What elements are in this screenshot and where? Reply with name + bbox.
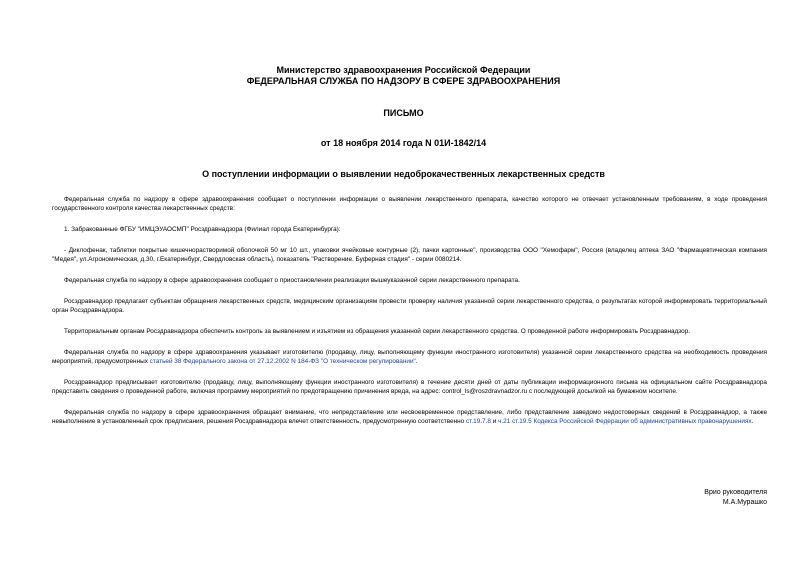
paragraph-liability-mid: и	[490, 418, 499, 425]
paragraph-check: Росздравнадзор предлагает субъектам обращения лекарственных средств, медицинским организациям провести проверку наличия указанной серии лекарственного средства, о результатах которой информировать территориальный орган Росздравнадзора.	[52, 298, 767, 314]
document-type: ПИСЬМО	[383, 108, 424, 118]
paragraph-liability-end: .	[751, 418, 754, 425]
paragraph-measures-end: .	[415, 358, 418, 365]
article-19-5-link[interactable]: ч.21 ст.19.5 Кодекса Российской Федерации об административных правонарушениях	[498, 418, 752, 425]
paragraph-liability-text: Федеральная служба по надзору в сфере здравоохранения обращает внимание, что непредставление или несвоевременное представление, либо представление заведомо недостоверных сведений в Росздравнадзор, а также невыполнение в установленный срок предписания, решения Росздравнадзора влечет ответственность, предусмотренную соответственно	[52, 409, 767, 425]
document-date: от 18 ноября 2014 года N 01И-1842/14	[320, 138, 487, 148]
paragraph-measures-text: Федеральная служба по надзору в сфере здравоохранения указывает изготовителю (продавцу, лицу, выполняющему функции иностранного изготовителя) указанной серии лекарственного средства на необходимость проведения мероприятий, предусмотренных	[52, 349, 767, 365]
paragraph-item-1: 1. Забракованные ФГБУ "ИМЦЭУАОСМП" Росздравнадзора (Филиал города Екатеринбурга):	[64, 226, 341, 233]
paragraph-measures	[52, 348, 767, 366]
document-body	[52, 195, 767, 438]
paragraph-control: Территориальным органам Росздравнадзора обеспечить контроль за выявлением и изъятием из обращения указанной серии лекарственного средства. О проведенной работе информировать Росздравнадзор.	[64, 328, 691, 335]
law-184-fz-link[interactable]: статьей 38 Федерального закона от 27.12.2002 N 184-ФЗ "О техническом регулировании"	[149, 358, 416, 365]
paragraph-intro: Федеральная служба по надзору в сфере здравоохранения сообщает о поступлении информации о выявлении лекарственного препарата, качество которого не отвечает установленным требованиям, в ходе проведения государственного контроля качества лекарственных средств:	[52, 196, 767, 212]
paragraph-prescription: Росздравнадзор предписывает изготовителю (продавцу, лицу, выполняющему функции иностранного изготовителя) в течение десяти дней от даты публикации информационного письма на официальном сайте Росздравнадзора представить сведения о проведенной работе, включая программу мероприятий по предотвращению причинения вреда, на адрес: control_ls@roszdravnadzor.ru с последующей досылкой на бумажном носителе.	[52, 379, 767, 395]
document-subject: О поступлении информации о выявлении недоброкачественных лекарственных средств	[202, 169, 605, 179]
article-19-7-8-link[interactable]: ст.19.7.8	[465, 418, 491, 425]
service-name: ФЕДЕРАЛЬНАЯ СЛУЖБА ПО НАДЗОРУ В СФЕРЕ ЗДРАВООХРАНЕНИЯ	[246, 76, 561, 86]
signature-position: Врио руководителя	[704, 489, 767, 496]
paragraph-suspension: Федеральная служба по надзору в сфере здравоохранения сообщает о приостановлении реализации вышеуказанной серии лекарственного препарата.	[64, 277, 520, 284]
ministry-name: Министерство здравоохранения Российской Федерации	[276, 65, 531, 75]
paragraph-liability	[52, 408, 767, 426]
document-header	[0, 65, 807, 87]
signature-name: М.А.Мурашко	[722, 499, 767, 506]
paragraph-product: - Диклофенак, таблетки покрытые кишечнорастворимой оболочкой 50 мг 10 шт., упаковки ячейковые контурные (2), пачки картонные", производства ООО "Хемофарм", Россия (владелец аптека ЗАО "Фармацевтическая компания "Медея", ул.Агрономическая, д.30, г.Екатеринбург, Свердловская область), показатель "Растворение. Буферная стадия" - серии 0080214.	[52, 247, 767, 263]
signature-block	[704, 488, 767, 508]
